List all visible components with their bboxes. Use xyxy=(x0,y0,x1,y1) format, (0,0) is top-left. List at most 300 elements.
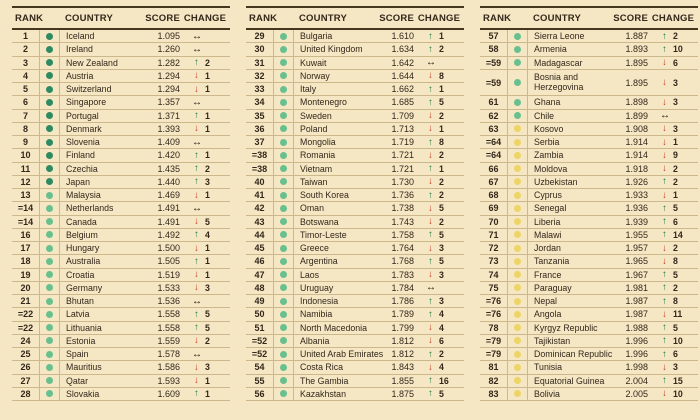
score-value: 1.095 xyxy=(157,31,180,42)
country-label: The Gambia xyxy=(300,375,349,386)
up-arrow-icon: ↑ xyxy=(194,308,199,320)
peace-tier-dot-icon xyxy=(514,139,521,146)
rank-value: 75 xyxy=(480,282,508,294)
country-label: United Kingdom xyxy=(300,44,363,55)
change-amount: 4 xyxy=(439,309,444,320)
country-cell xyxy=(294,163,372,175)
change-amount: 5 xyxy=(673,322,678,333)
rank-value: 33 xyxy=(246,83,274,95)
change-amount: 5 xyxy=(673,203,678,214)
down-arrow-icon: ↓ xyxy=(428,242,433,254)
change-amount: 1 xyxy=(673,190,678,201)
peace-tier-dot-icon xyxy=(514,192,521,199)
country-label: Albania xyxy=(300,335,330,346)
peace-tier-dot-icon xyxy=(46,337,53,344)
peace-tier-dot-icon xyxy=(514,205,521,212)
change-indicator xyxy=(414,149,464,161)
country-cell xyxy=(528,30,606,42)
peace-tier-dot-cell xyxy=(40,361,60,373)
change-amount: 1 xyxy=(205,190,210,201)
peace-tier-dot-icon xyxy=(514,112,521,119)
country-label: Armenia xyxy=(534,44,567,55)
table-header-row xyxy=(480,8,698,30)
up-arrow-icon: ↑ xyxy=(662,202,667,214)
country-label: Poland xyxy=(300,123,328,134)
down-arrow-icon: ↓ xyxy=(194,216,199,228)
change-amount: 8 xyxy=(673,296,678,307)
country-label: Uruguay xyxy=(300,282,334,293)
score-value: 1.933 xyxy=(625,190,648,201)
country-cell xyxy=(528,70,606,96)
country-cell xyxy=(528,123,606,135)
score-value: 1.957 xyxy=(625,243,648,254)
score-value: 1.586 xyxy=(157,362,180,373)
score-value: 1.393 xyxy=(157,123,180,134)
up-arrow-icon: ↑ xyxy=(428,163,433,175)
score-value: 1.936 xyxy=(625,203,648,214)
table-row xyxy=(480,110,698,123)
score-value: 1.988 xyxy=(625,322,648,333)
table-row xyxy=(12,57,230,70)
rank-value: =52 xyxy=(246,335,274,347)
change-amount: 5 xyxy=(205,309,210,320)
score-value: 1.812 xyxy=(391,335,414,346)
country-cell xyxy=(294,361,372,373)
score-value: 1.996 xyxy=(625,335,648,346)
peace-tier-dot-icon xyxy=(280,245,287,252)
peace-tier-dot-cell xyxy=(40,163,60,175)
country-cell xyxy=(528,216,606,228)
rank-value: 40 xyxy=(246,176,274,188)
country-label: Malaysia xyxy=(66,190,101,201)
rank-value: 37 xyxy=(246,136,274,148)
down-arrow-icon: ↓ xyxy=(194,361,199,373)
country-cell xyxy=(60,149,138,161)
up-arrow-icon: ↑ xyxy=(194,57,199,69)
table-row xyxy=(480,388,698,401)
table-row xyxy=(480,335,698,348)
rank-value: 20 xyxy=(12,282,40,294)
peace-tier-dot-cell xyxy=(40,123,60,135)
change-amount: 6 xyxy=(673,57,678,68)
change-amount: 15 xyxy=(673,375,683,386)
rank-column-header: RANK xyxy=(15,12,44,24)
peace-tier-dot-cell xyxy=(40,110,60,122)
peace-tier-dot-icon xyxy=(280,99,287,106)
down-arrow-icon: ↓ xyxy=(194,123,199,135)
country-label: Canada xyxy=(66,216,97,227)
country-cell xyxy=(528,375,606,387)
up-arrow-icon: ↑ xyxy=(662,295,667,307)
down-arrow-icon: ↓ xyxy=(194,335,199,347)
table-row xyxy=(12,163,230,176)
change-indicator xyxy=(648,43,698,55)
country-column-header: COUNTRY xyxy=(299,12,348,24)
rank-value: 19 xyxy=(12,269,40,281)
table-row xyxy=(480,136,698,149)
country-column-header: COUNTRY xyxy=(65,12,114,24)
table-row xyxy=(12,322,230,335)
ranking-table-1 xyxy=(12,6,230,401)
table-row xyxy=(246,83,464,96)
peace-tier-dot-cell xyxy=(274,375,294,387)
rank-value: 8 xyxy=(12,123,40,135)
peace-tier-dot-cell xyxy=(40,149,60,161)
table-row xyxy=(246,269,464,282)
change-indicator xyxy=(414,242,464,254)
peace-tier-dot-cell xyxy=(508,375,528,387)
table-row xyxy=(480,255,698,268)
country-label: Australia xyxy=(66,256,101,267)
country-cell xyxy=(528,189,606,201)
country-label: Kosovo xyxy=(534,123,564,134)
peace-tier-dot-icon xyxy=(514,351,521,358)
peace-tier-dot-cell xyxy=(40,216,60,228)
peace-tier-dot-cell xyxy=(508,110,528,122)
peace-tier-dot-cell xyxy=(508,70,528,96)
change-indicator xyxy=(180,189,230,201)
country-cell xyxy=(528,163,606,175)
country-cell xyxy=(294,96,372,108)
table-header-row xyxy=(246,8,464,30)
up-arrow-icon: ↑ xyxy=(428,189,433,201)
change-amount: 2 xyxy=(673,163,678,174)
table-row xyxy=(480,123,698,136)
peace-tier-dot-icon xyxy=(46,152,53,159)
country-cell xyxy=(528,308,606,320)
country-cell xyxy=(60,295,138,307)
change-amount: 2 xyxy=(439,110,444,121)
change-indicator xyxy=(648,30,698,42)
table-row xyxy=(480,70,698,97)
change-amount: 1 xyxy=(205,110,210,121)
score-value: 1.939 xyxy=(625,216,648,227)
change-indicator xyxy=(180,375,230,387)
rank-value: 70 xyxy=(480,216,508,228)
rank-value: 13 xyxy=(12,189,40,201)
down-arrow-icon: ↓ xyxy=(662,136,667,148)
score-value: 1.719 xyxy=(391,137,414,148)
change-amount: 2 xyxy=(673,282,678,293)
peace-tier-dot-cell xyxy=(508,282,528,294)
country-cell xyxy=(528,229,606,241)
down-arrow-icon: ↓ xyxy=(662,189,667,201)
peace-tier-dot-cell xyxy=(508,269,528,281)
peace-tier-dot-icon xyxy=(514,324,521,331)
rank-value: =59 xyxy=(480,57,508,69)
peace-tier-dot-cell xyxy=(274,43,294,55)
country-label: Bhutan xyxy=(66,296,94,307)
no-change-icon: ↔ xyxy=(192,295,201,307)
country-label: Latvia xyxy=(66,309,90,320)
up-arrow-icon: ↑ xyxy=(194,255,199,267)
rank-value: 56 xyxy=(246,388,274,400)
change-indicator xyxy=(180,176,230,188)
peace-tier-dot-cell xyxy=(40,322,60,334)
score-value: 1.875 xyxy=(391,388,414,399)
country-cell xyxy=(60,216,138,228)
country-cell xyxy=(294,229,372,241)
up-arrow-icon: ↑ xyxy=(428,295,433,307)
country-cell xyxy=(294,30,372,42)
rank-value: 10 xyxy=(12,149,40,161)
change-amount: 1 xyxy=(205,269,210,280)
score-value: 1.908 xyxy=(625,123,648,134)
change-indicator xyxy=(180,70,230,82)
down-arrow-icon: ↓ xyxy=(194,375,199,387)
country-cell xyxy=(528,176,606,188)
up-arrow-icon: ↑ xyxy=(194,176,199,188)
rank-value: 69 xyxy=(480,202,508,214)
change-indicator xyxy=(414,282,464,294)
rank-value: 67 xyxy=(480,176,508,188)
change-indicator xyxy=(648,123,698,135)
score-value: 1.721 xyxy=(391,163,414,174)
rank-value: =79 xyxy=(480,335,508,347)
no-change-icon: ↔ xyxy=(192,136,201,148)
peace-tier-dot-cell xyxy=(40,269,60,281)
rank-value: 66 xyxy=(480,163,508,175)
change-indicator xyxy=(414,388,464,400)
score-value: 1.812 xyxy=(391,349,414,360)
peace-tier-dot-icon xyxy=(514,258,521,265)
change-amount: 1 xyxy=(205,150,210,161)
country-label: Netherlands xyxy=(66,203,114,214)
peace-tier-dot-cell xyxy=(40,295,60,307)
country-label: Serbia xyxy=(534,137,560,148)
rank-value: 72 xyxy=(480,242,508,254)
rank-value: 16 xyxy=(12,229,40,241)
change-indicator xyxy=(414,229,464,241)
table-row xyxy=(246,255,464,268)
peace-tier-dot-cell xyxy=(40,202,60,214)
table-row xyxy=(12,43,230,56)
country-label: Qatar xyxy=(66,375,89,386)
country-label: Namibia xyxy=(300,309,333,320)
peace-tier-dot-cell xyxy=(274,163,294,175)
change-amount: 3 xyxy=(205,176,210,187)
peace-tier-dot-icon xyxy=(280,72,287,79)
rank-value: 55 xyxy=(246,375,274,387)
peace-tier-dot-icon xyxy=(280,271,287,278)
change-indicator xyxy=(414,216,464,228)
table-row xyxy=(480,348,698,361)
peace-tier-dot-cell xyxy=(274,123,294,135)
country-label: Lithuania xyxy=(66,322,102,333)
peace-tier-dot-icon xyxy=(280,152,287,159)
country-cell xyxy=(528,295,606,307)
change-amount: 1 xyxy=(205,388,210,399)
country-cell xyxy=(528,110,606,122)
change-amount: 2 xyxy=(673,243,678,254)
change-amount: 14 xyxy=(673,229,683,240)
peace-tier-dot-cell xyxy=(40,375,60,387)
rank-value: 83 xyxy=(480,388,508,400)
up-arrow-icon: ↑ xyxy=(428,388,433,400)
rank-value: 47 xyxy=(246,269,274,281)
rank-value: 57 xyxy=(480,30,508,42)
rank-value: =79 xyxy=(480,348,508,360)
country-cell xyxy=(528,96,606,108)
change-indicator xyxy=(414,348,464,360)
rank-value: 68 xyxy=(480,189,508,201)
rank-value: 28 xyxy=(12,388,40,400)
country-label: Czechia xyxy=(66,163,98,174)
change-amount: 5 xyxy=(205,322,210,333)
country-cell xyxy=(294,149,372,161)
peace-tier-dot-cell xyxy=(508,123,528,135)
country-cell xyxy=(60,242,138,254)
change-indicator xyxy=(414,43,464,55)
score-value: 1.843 xyxy=(391,362,414,373)
country-cell xyxy=(294,295,372,307)
score-value: 1.898 xyxy=(625,97,648,108)
table-row xyxy=(12,70,230,83)
change-amount: 1 xyxy=(439,84,444,95)
country-label: Italy xyxy=(300,84,317,95)
change-column-header: CHANGE xyxy=(417,12,461,24)
score-value: 1.895 xyxy=(625,57,648,68)
country-label: Paraguay xyxy=(534,282,572,293)
rank-value: 46 xyxy=(246,255,274,267)
table-row xyxy=(246,202,464,215)
change-indicator xyxy=(648,216,698,228)
change-amount: 5 xyxy=(205,216,210,227)
change-indicator xyxy=(414,70,464,82)
peace-tier-dot-cell xyxy=(40,229,60,241)
country-label: Ireland xyxy=(66,44,93,55)
change-indicator xyxy=(180,43,230,55)
change-indicator xyxy=(648,136,698,148)
peace-tier-dot-icon xyxy=(46,59,53,66)
no-change-icon: ↔ xyxy=(426,282,435,294)
rank-value: 24 xyxy=(12,335,40,347)
peace-tier-dot-cell xyxy=(40,308,60,320)
country-cell xyxy=(528,136,606,148)
country-label: Greece xyxy=(300,243,329,254)
country-label: Denmark xyxy=(66,123,102,134)
peace-tier-dot-cell xyxy=(40,43,60,55)
country-label: Angola xyxy=(534,309,562,320)
up-arrow-icon: ↑ xyxy=(662,348,667,360)
change-indicator xyxy=(414,375,464,387)
score-value: 1.294 xyxy=(157,84,180,95)
rank-value: 48 xyxy=(246,282,274,294)
peace-tier-dot-icon xyxy=(280,218,287,225)
no-change-icon: ↔ xyxy=(192,202,201,214)
country-label: Austria xyxy=(66,70,94,81)
rank-value: 5 xyxy=(12,83,40,95)
country-cell xyxy=(294,70,372,82)
rank-column-header: RANK xyxy=(483,12,512,24)
down-arrow-icon: ↓ xyxy=(428,361,433,373)
rank-value: =38 xyxy=(246,163,274,175)
score-column-header: SCORE xyxy=(145,12,180,24)
peace-tier-dot-icon xyxy=(280,125,287,132)
country-cell xyxy=(294,282,372,294)
peace-tier-dot-icon xyxy=(46,125,53,132)
country-cell xyxy=(60,123,138,135)
country-label: Finland xyxy=(66,150,95,161)
rank-value: 27 xyxy=(12,375,40,387)
score-value: 1.260 xyxy=(157,44,180,55)
country-cell xyxy=(60,96,138,108)
change-indicator xyxy=(180,295,230,307)
table-row xyxy=(12,96,230,109)
rank-value: 49 xyxy=(246,295,274,307)
peace-tier-dot-icon xyxy=(514,59,521,66)
country-label: Tajikistan xyxy=(534,335,571,346)
change-amount: 3 xyxy=(439,269,444,280)
up-arrow-icon: ↑ xyxy=(428,255,433,267)
country-cell xyxy=(294,269,372,281)
score-value: 1.685 xyxy=(391,97,414,108)
table-row xyxy=(246,30,464,43)
down-arrow-icon: ↓ xyxy=(662,361,667,373)
peace-tier-dot-icon xyxy=(514,33,521,40)
peace-tier-dot-icon xyxy=(46,271,53,278)
country-label: Germany xyxy=(66,282,103,293)
score-value: 1.469 xyxy=(157,190,180,201)
peace-tier-dot-icon xyxy=(280,59,287,66)
rank-value: 43 xyxy=(246,216,274,228)
peace-tier-dot-icon xyxy=(280,46,287,53)
table-row xyxy=(12,255,230,268)
change-indicator xyxy=(180,322,230,334)
peace-tier-dot-icon xyxy=(46,245,53,252)
up-arrow-icon: ↑ xyxy=(662,375,667,387)
peace-tier-dot-cell xyxy=(274,348,294,360)
up-arrow-icon: ↑ xyxy=(662,335,667,347)
change-amount: 3 xyxy=(205,282,210,293)
rank-value: 82 xyxy=(480,375,508,387)
peace-tier-dot-cell xyxy=(40,70,60,82)
rank-value: 54 xyxy=(246,361,274,373)
change-amount: 8 xyxy=(673,256,678,267)
table-row xyxy=(246,216,464,229)
change-column-header: CHANGE xyxy=(651,12,695,24)
score-value: 1.609 xyxy=(157,388,180,399)
country-label: New Zealand xyxy=(66,57,118,68)
down-arrow-icon: ↓ xyxy=(662,242,667,254)
country-label: Uzbekistan xyxy=(534,176,578,187)
up-arrow-icon: ↑ xyxy=(194,229,199,241)
change-amount: 2 xyxy=(439,190,444,201)
up-arrow-icon: ↑ xyxy=(662,43,667,55)
peace-tier-dot-cell xyxy=(508,255,528,267)
ranking-table-2 xyxy=(246,6,464,401)
country-label: Chile xyxy=(534,110,555,121)
peace-tier-dot-cell xyxy=(274,189,294,201)
change-indicator xyxy=(414,189,464,201)
country-cell xyxy=(294,83,372,95)
table-row xyxy=(246,163,464,176)
score-value: 1.899 xyxy=(625,110,648,121)
down-arrow-icon: ↓ xyxy=(428,335,433,347)
score-value: 1.738 xyxy=(391,203,414,214)
peace-tier-dot-cell xyxy=(274,308,294,320)
change-amount: 3 xyxy=(673,362,678,373)
rank-value: 9 xyxy=(12,136,40,148)
peace-tier-dot-icon xyxy=(514,165,521,172)
change-amount: 3 xyxy=(673,123,678,134)
up-arrow-icon: ↑ xyxy=(194,110,199,122)
peace-tier-dot-cell xyxy=(40,96,60,108)
peace-tier-dot-icon xyxy=(46,72,53,79)
change-indicator xyxy=(180,57,230,69)
change-amount: 1 xyxy=(205,256,210,267)
peace-tier-dot-icon xyxy=(280,231,287,238)
